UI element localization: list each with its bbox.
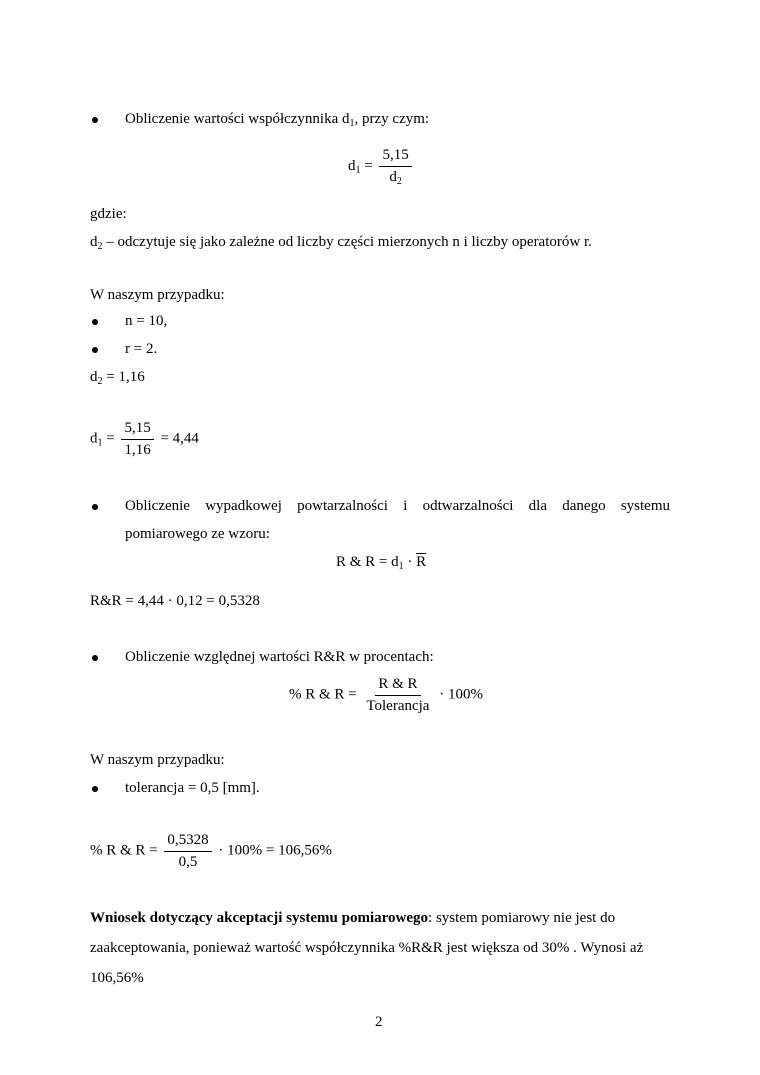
bullet-section2 <box>92 504 98 510</box>
formula-rr-dot: · <box>403 554 417 570</box>
calc-pct-tail: · 100% = 106,56% <box>218 842 332 859</box>
d2-def-sub: 2 <box>97 241 103 252</box>
formula-d1-lhs: d <box>348 158 356 175</box>
formula-rr <box>336 555 426 572</box>
calc-pct-denominator: 0,5 <box>178 853 198 870</box>
formula-d1-lhs-sub: 1 <box>355 165 361 177</box>
calc-d1-lhs: d <box>90 430 98 447</box>
formula-d1-definition <box>348 147 415 187</box>
section2-word: i <box>403 498 408 514</box>
calc-d1-result: = 4,44 <box>160 430 199 447</box>
section2-word: powtarzalności <box>297 498 388 514</box>
formula-rr-rbar: $\overline{R}$ <box>416 554 427 570</box>
d2-var: d <box>90 369 98 385</box>
formula-pct-numerator: R & R <box>375 676 420 696</box>
calc-d1-denominator: 1,16 <box>124 441 151 458</box>
formula-rr-left: R & R = d <box>336 554 399 570</box>
conclusion-text: : system pomiarowy nie jest do zaakceptowania, ponieważ wartość współczynnika %R&R jest większa od 30% . Wynosi aż 106,56% <box>90 910 644 986</box>
section2-line2: pomiarowego ze wzoru: <box>125 526 270 542</box>
section2-word: Obliczenie <box>125 498 190 514</box>
calc-pct <box>90 832 332 870</box>
case2-heading: W naszym przypadku: <box>90 752 225 768</box>
formula-rr-sub: 1 <box>398 561 404 572</box>
calc-d1-eq: = <box>106 430 115 447</box>
conclusion-heading: Wniosek dotyczący akceptacji systemu pomiarowego <box>90 910 429 926</box>
formula-d1-den-sub: 2 <box>396 175 402 187</box>
formula-pct-denominator: Tolerancja <box>366 697 430 714</box>
formula-pct-tail: · 100% <box>439 686 483 703</box>
formula-d1-eq: = <box>364 158 373 175</box>
page-number: 2 <box>375 1014 383 1030</box>
gdzie-label: gdzie: <box>90 206 127 222</box>
section2-word: wypadkowej <box>205 498 282 514</box>
bullet-tolerancja <box>92 786 98 792</box>
d2-sub: 2 <box>97 376 103 387</box>
calc-pct-lhs: % R & R = <box>90 842 158 859</box>
d2-def-var: d <box>90 234 98 250</box>
formula-d1-den-var: d <box>389 168 397 185</box>
formula-d1-numerator: 5,15 <box>379 147 411 167</box>
case1-item-n: n = 10, <box>125 313 168 329</box>
calc-d1 <box>90 420 199 458</box>
case2-item: tolerancja = 0,5 [mm]. <box>125 780 260 796</box>
calc-pct-fraction <box>164 832 211 870</box>
section1-text: Obliczenie wartości współczynnika d <box>125 111 350 127</box>
bullet-n <box>92 319 98 325</box>
bullet-section1 <box>92 117 98 123</box>
calc-d1-numerator: 5,15 <box>121 420 153 440</box>
bullet-section3 <box>92 655 98 661</box>
section2-line1 <box>125 499 670 514</box>
section1-bullet-text <box>125 112 429 129</box>
formula-pct-lhs: % R & R = <box>289 686 357 703</box>
section2-word: dla <box>528 498 547 514</box>
calc-d1-lhs-sub: 1 <box>97 437 103 449</box>
case1-heading: W naszym przypadku: <box>90 287 225 303</box>
section1-sub: 1 <box>349 118 355 129</box>
formula-d1-fraction <box>379 147 411 187</box>
conclusion-paragraph <box>90 903 670 993</box>
section2-word: danego <box>562 498 606 514</box>
formula-pct-rr <box>289 676 483 714</box>
d2-val: = 1,16 <box>102 369 145 385</box>
calc-rr: R&R = 4,44 · 0,12 = 0,5328 <box>90 593 260 609</box>
calc-d1-fraction <box>121 420 153 458</box>
calc-pct-numerator: 0,5328 <box>164 832 211 852</box>
formula-d1-denominator <box>386 167 405 187</box>
section2-word: odtwarzalności <box>422 498 514 514</box>
section1-suffix: , przy czym: <box>354 111 430 127</box>
d2-def-text: – odczytuje się jako zależne od liczby części mierzonych n i liczby operatorów r. <box>102 234 592 250</box>
bullet-r <box>92 347 98 353</box>
d2-value <box>90 370 145 387</box>
d2-definition <box>90 235 592 252</box>
formula-pct-fraction <box>363 676 432 714</box>
section2-word: systemu <box>620 498 670 514</box>
case1-item-r: r = 2. <box>125 341 158 357</box>
section3-bullet-text: Obliczenie względnej wartości R&R w procentach: <box>125 649 434 665</box>
